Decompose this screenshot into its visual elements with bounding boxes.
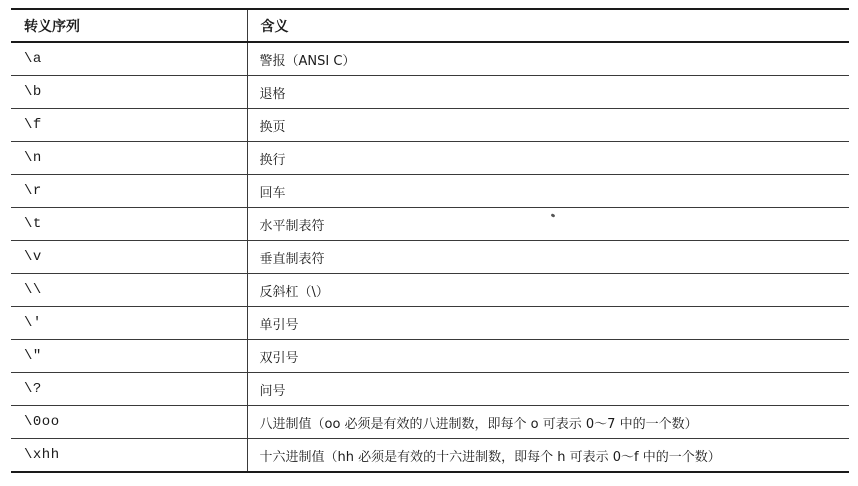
table-body (11, 42, 849, 472)
table-row (11, 109, 849, 142)
meaning-cell: 换行 (247, 142, 849, 175)
escape-sequence-cell: \" (11, 340, 247, 373)
table-row (11, 406, 849, 439)
meaning-cell: 单引号 (247, 307, 849, 340)
table-row (11, 76, 849, 109)
table-row (11, 208, 849, 241)
table-row (11, 274, 849, 307)
escape-sequence-cell: \n (11, 142, 247, 175)
table-row (11, 42, 849, 76)
table-row (11, 241, 849, 274)
header-row (11, 9, 849, 42)
meaning-cell: 八进制值（oo 必须是有效的八进制数，即每个 o 可表示 0～7 中的一个数） (247, 406, 849, 439)
meaning-cell: 退格 (247, 76, 849, 109)
meaning-cell: 警报（ANSI C） (247, 42, 849, 76)
escape-sequence-cell: \r (11, 175, 247, 208)
header-escape-sequence: 转义序列 (11, 9, 247, 42)
escape-sequence-cell: \t (11, 208, 247, 241)
meaning-cell: 水平制表符 (247, 208, 849, 241)
meaning-cell: 反斜杠（\） (247, 274, 849, 307)
escape-sequence-cell: \b (11, 76, 247, 109)
escape-sequence-cell: \xhh (11, 439, 247, 473)
escape-sequence-cell: \f (11, 109, 247, 142)
meaning-cell: 垂直制表符 (247, 241, 849, 274)
table-row (11, 307, 849, 340)
escape-sequence-cell: \0oo (11, 406, 247, 439)
meaning-cell: 换页 (247, 109, 849, 142)
escape-sequence-cell: \? (11, 373, 247, 406)
table-row (11, 373, 849, 406)
table-row (11, 439, 849, 473)
table-row (11, 142, 849, 175)
meaning-cell: 问号 (247, 373, 849, 406)
meaning-cell: 十六进制值（hh 必须是有效的十六进制数，即每个 h 可表示 0～f 中的一个数） (247, 439, 849, 473)
meaning-cell: 回车 (247, 175, 849, 208)
header-meaning: 含义 (247, 9, 849, 42)
table-row (11, 175, 849, 208)
escape-sequence-cell: \a (24, 51, 42, 67)
table-row (11, 340, 849, 373)
escape-sequence-table (11, 8, 849, 473)
table-header (11, 9, 849, 42)
escape-sequence-cell: \v (11, 241, 247, 274)
escape-sequence-cell: \\ (11, 274, 247, 307)
meaning-cell: 双引号 (247, 340, 849, 373)
escape-sequence-cell: \' (11, 307, 247, 340)
